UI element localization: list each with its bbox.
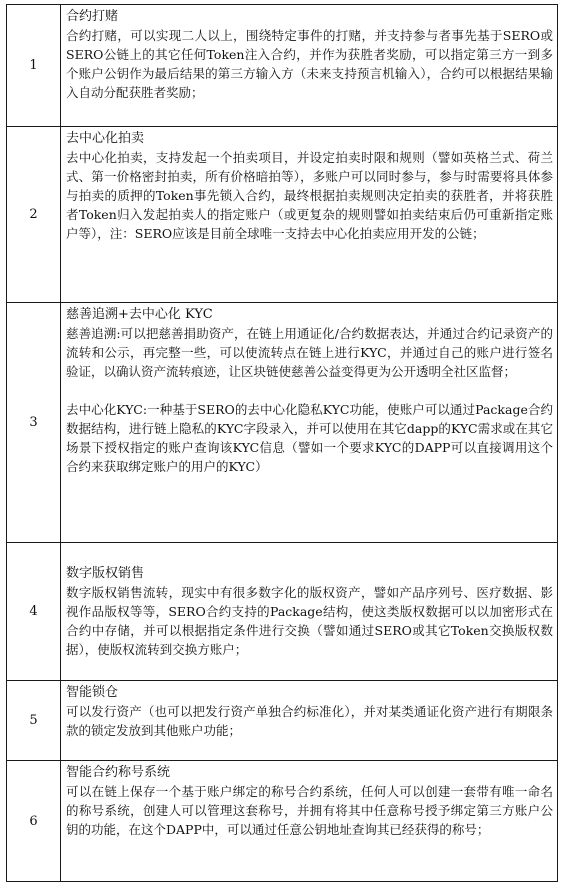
row-paragraph: 慈善追溯:可以把慈善捐助资产，在链上用通证化/合约数据表达，并通过合约记录资产的流转和公示，再完整一些，可以使流转点在链上进行KYC，并通过自己的账户进行签名验证，以确认资产流转痕迹，让区块链使慈善公益变得更为公开透明全社区监督； [66,326,553,379]
row-paragraph: 去中心化KYC:一种基于SERO的去中心化隐私KYC功能，使账户可以通过Package合约数据结构，进行链上隐私的KYC字段录入，并可以使用在其它dapp的KYC需求或在其它场景下授权指定的账户查询该KYC信息（譬如一个要求KYC的DAPP可以直接调用这个合约来获取绑定账户的用户的KYC） [66,402,553,474]
row-title: 合约打赌 [66,9,119,24]
row-content [61,5,557,126]
row-paragraph: 合约打赌，可以实现二人以上，围绕特定事件的打赌，并支持参与者事先基于SERO或SERO公链上的其它任何Token注入合约，并作为获胜者奖励，可以指定第三方一到多个账户公钥作为最后结果的第三方输入方（未来支持预言机输入），合约可以根据结果输入自动分配获胜者奖励； [66,28,553,100]
row-paragraph: 可以发行资产（也可以把发行资产单独合约标准化），并对某类通证化资产进行有期限条款的锁定发放到其他账户功能； [66,704,553,738]
table-row [7,5,557,127]
row-paragraph: 可以在链上保存一个基于账户绑定的称号合约系统，任何人可以创建一套带有唯一命名的称号系统，创建人可以管理这套称号，并拥有将其中任意称号授予绑定第三方账户公钥的功能，在这个DAPP中，可以通过任意公钥地址查询其已经获得的称号； [66,784,553,837]
row-number: 3 [7,303,61,542]
row-paragraph: 去中心化拍卖，支持发起一个拍卖项目，并设定拍卖时限和规则（譬如英格兰式、荷兰式、第一价格密封拍卖，所有价格暗拍等），多账户可以同时参与，参与时需要将具体参与拍卖的质押的Token事先锁入合约，最终根据拍卖规则决定拍卖的获胜者，并将获胜者Token归入发起拍卖人的指定账户（或更复杂的规则譬如拍卖结束后仍可重新指定账户等），注：SERO应该是目前全球唯一支持去中心化拍卖应用开发的公链； [66,150,553,241]
row-title: 智能锁仓 [66,685,119,700]
row-number: 6 [7,761,61,881]
row-content [61,681,557,760]
table-row [7,303,557,543]
paragraph-gap [66,545,553,564]
table-row [7,127,557,303]
row-number: 1 [7,5,61,126]
row-number: 2 [7,127,61,302]
row-paragraph: 数字版权销售流转，现实中有很多数字化的版权资产，譬如产品序列号、医疗数据、影视作品版权等等，SERO合约支持的Package结构，使这类版权数据可以以加密形式在合约中存储，并可以根据指定条件进行交换（譬如通过SERO或其它Token交换版权数据），使版权流转到交换方账户； [66,585,553,657]
row-content [61,303,557,542]
row-title: 数字版权销售 [66,566,145,581]
row-content [61,543,557,680]
feature-table [6,4,558,882]
row-title: 智能合约称号系统 [66,765,171,780]
table-row [7,761,557,881]
paragraph-gap [66,381,553,400]
row-title: 去中心化拍卖 [66,131,145,146]
row-content [61,127,557,302]
row-content [61,761,557,881]
row-title: 慈善追溯+去中心化 KYC [66,307,213,322]
row-number: 4 [7,543,61,680]
row-number: 5 [7,681,61,760]
table-row [7,543,557,681]
table-row [7,681,557,761]
